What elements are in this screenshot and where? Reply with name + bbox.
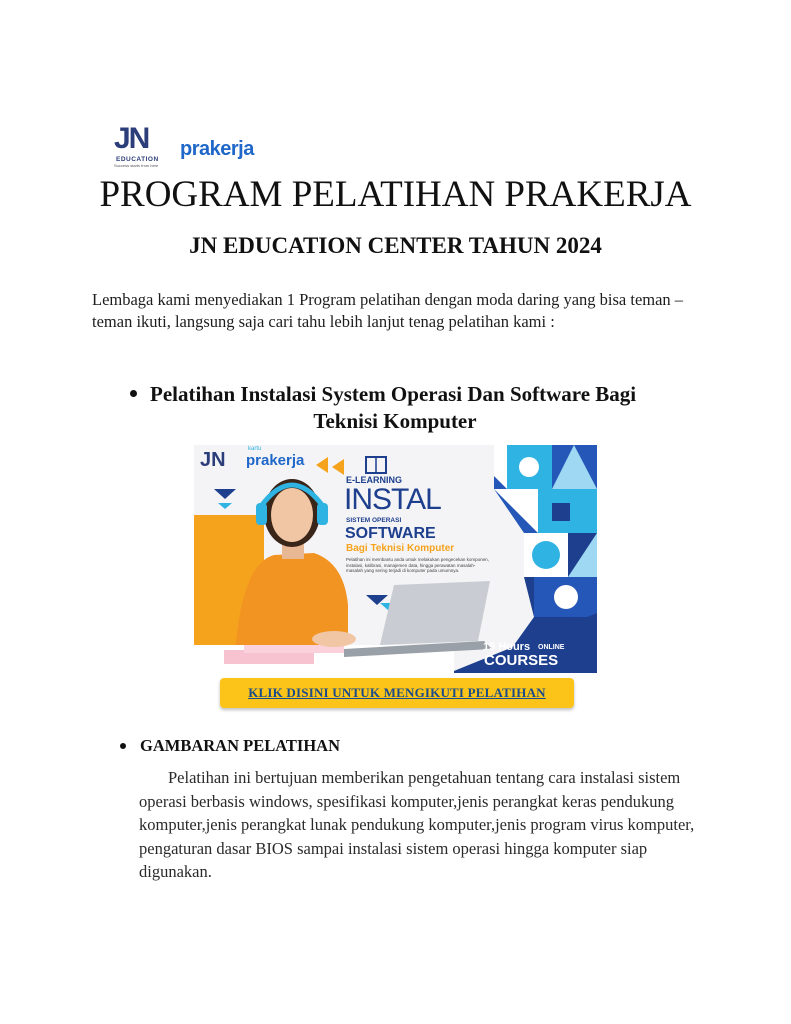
- section-title: GAMBARAN PELATIHAN: [140, 736, 340, 755]
- prakerja-logo: prakerja: [180, 138, 254, 160]
- banner-kartu-label: kartu: [248, 446, 262, 452]
- page-subtitle: JN EDUCATION CENTER TAHUN 2024: [189, 233, 602, 258]
- program-title-line1: Pelatihan Instalasi System Operasi Dan Software Bagi: [150, 382, 637, 406]
- banner-software: SOFTWARE: [345, 525, 436, 542]
- banner-elearning: E-LEARNING: [346, 475, 402, 485]
- banner-instal: INSTAL: [344, 483, 441, 516]
- banner-sistem-operasi: SISTEM OPERASI: [346, 517, 402, 524]
- bullet-icon: [130, 390, 137, 397]
- banner-online: ONLINE: [538, 644, 565, 651]
- enroll-cta-link[interactable]: KLIK DISINI UNTUK MENGIKUTI PELATIHAN: [248, 685, 546, 700]
- intro-paragraph: Lembaga kami menyediakan 1 Program pelatihan dengan moda daring yang bisa teman – teman ikuti, langsung saja cari tahu lebih lanjut tenag pelatihan kami :: [92, 290, 684, 331]
- program-title: [150, 381, 710, 435]
- jn-logo-sub: EDUCATION: [116, 156, 159, 163]
- page-title: PROGRAM PELATIHAN PRAKERJA: [99, 174, 692, 215]
- jn-logo-letters: JN: [114, 122, 149, 155]
- banner-description: Pelatihan ini membantu anda untuk melakukan pengecekan komponen, instalasi, kalibrasi, manajemen data, hingga perawatan masalah-masalah yang sering terjadi di komputer pada umumnya.: [346, 557, 489, 573]
- enroll-cta-button[interactable]: [220, 678, 574, 708]
- bullet-icon: [120, 743, 126, 749]
- banner-hours: 15 Hours: [483, 641, 531, 653]
- section-paragraph: Pelatihan ini bertujuan memberikan pengetahuan tentang cara instalasi sistem operasi berbasis windows, spesifikasi komputer,jenis perangkat keras pendukung komputer,jenis perangkat lunak pendukung komputer,jenis program virus komputer, pengaturan dasar BIOS sampai instalasi sistem operasi hingga komputer siap digunakan.: [139, 768, 695, 881]
- program-title-line2: Teknisi Komputer: [313, 409, 477, 433]
- banner-bagi: Bagi Teknisi Komputer: [346, 543, 455, 554]
- jn-logo-tagline: Success starts from here: [114, 163, 159, 168]
- jn-education-logo: [112, 122, 168, 170]
- banner-prakerja-logo: prakerja: [246, 452, 305, 469]
- course-banner: [194, 445, 597, 673]
- banner-jn-logo: JN: [200, 449, 226, 471]
- banner-courses: COURSES: [484, 652, 559, 669]
